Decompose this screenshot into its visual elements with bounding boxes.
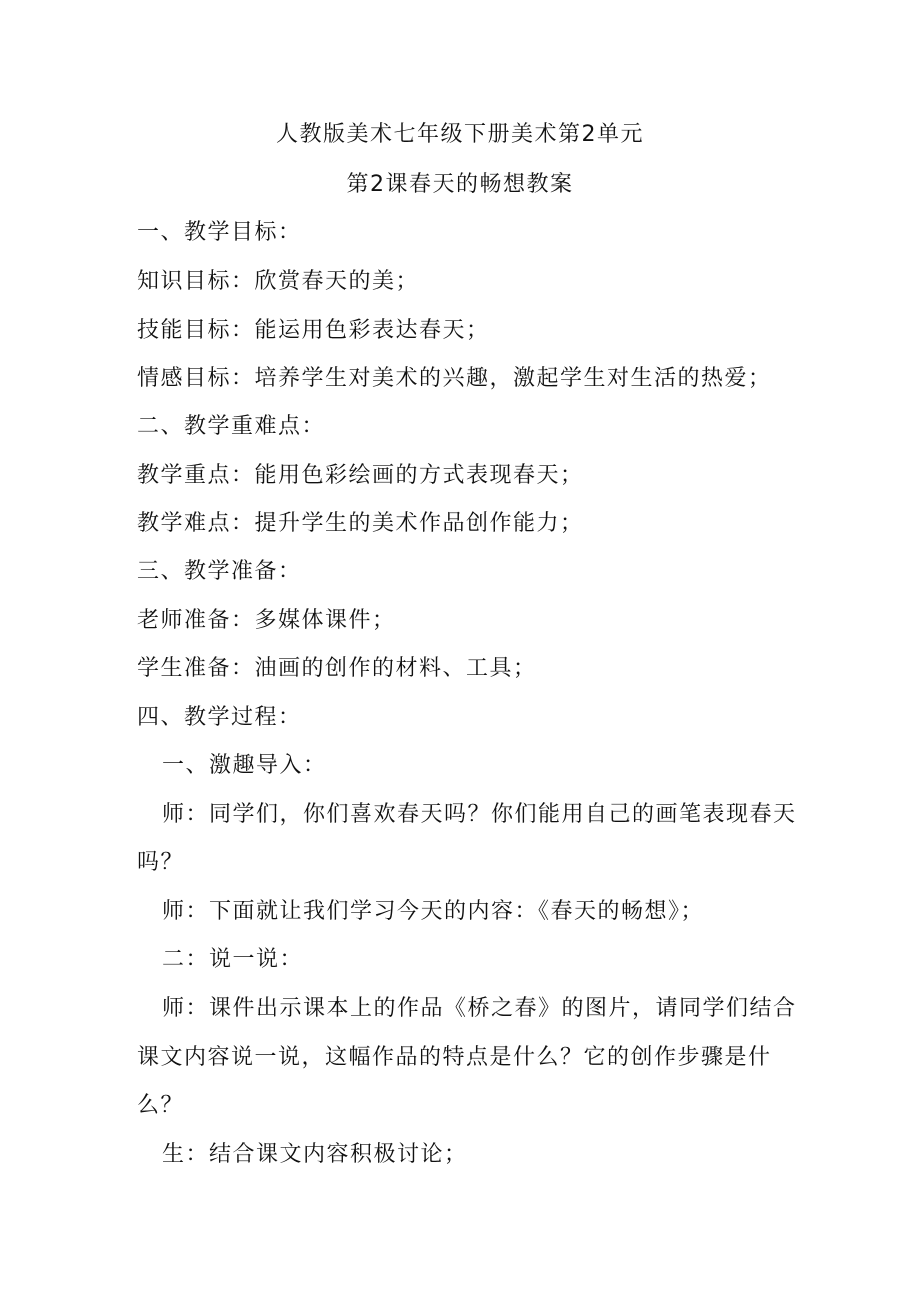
paragraph-skill-goal: 技能目标：能运用色彩表达春天； [137,318,490,343]
paragraph-student-prep: 学生准备：油画的创作的材料、工具； [137,656,537,681]
paragraph-student-discuss: 生：结合课文内容积极讨论； [162,1142,468,1167]
paragraph-key-point: 教学重点：能用色彩绘画的方式表现春天； [137,463,584,488]
section-heading-process: 四、教学过程： [137,705,302,730]
section-heading-objectives: 一、教学目标： [137,220,302,245]
section-heading-key-points: 二、教学重难点： [137,414,326,439]
paragraph-teacher-question: 师：同学们，你们喜欢春天吗？你们能用自己的画笔表现春天 [162,802,797,827]
paragraph-emotion-goal: 情感目标：培养学生对美术的兴趣，激起学生对生活的热爱； [137,366,772,391]
document-subtitle: 第2课春天的畅想教案 [346,172,574,197]
subsection-heading-discuss: 二：说一说： [162,947,304,972]
section-heading-preparation: 三、教学准备： [137,559,302,584]
paragraph-teacher-artwork: 师：课件出示课本上的作品《桥之春》的图片，请同学们结合 [162,996,797,1021]
paragraph-knowledge-goal: 知识目标：欣赏春天的美； [137,269,420,294]
subsection-heading-intro: 一、激趣导入： [162,753,327,778]
document-title: 人教版美术七年级下册美术第2单元 [276,122,644,147]
paragraph-difficult-point: 教学难点：提升学生的美术作品创作能力； [137,511,584,536]
paragraph-teacher-artwork-end: 么？ [137,1093,185,1118]
paragraph-teacher-prep: 老师准备：多媒体课件； [137,608,396,633]
paragraph-teacher-intro: 师：下面就让我们学习今天的内容：《春天的畅想》； [162,899,705,924]
paragraph-teacher-artwork-cont: 课文内容说一说，这幅作品的特点是什么？它的创作步骤是什 [137,1045,772,1070]
paragraph-teacher-question-cont: 吗？ [137,850,185,875]
